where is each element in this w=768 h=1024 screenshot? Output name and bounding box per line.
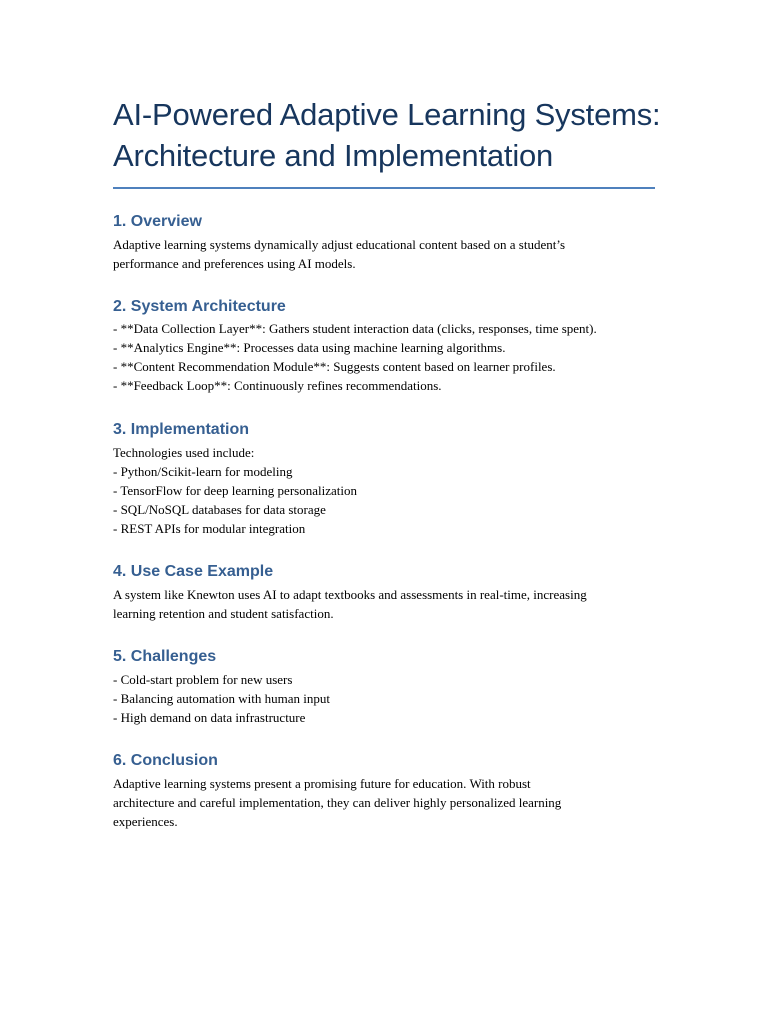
list-item: - **Data Collection Layer**: Gathers student interaction data (clicks, responses, time spent). [113,321,597,336]
section-implementation [113,420,657,538]
section-body-challenges [113,670,657,727]
body-line: learning retention and student satisfaction. [113,606,334,621]
body-line: architecture and careful implementation, they can deliver highly personalized learning [113,795,562,810]
section-heading-challenges: 5. Challenges [113,648,217,665]
body-line: experiences. [113,814,178,829]
section-system-architecture [113,297,657,395]
section-heading-conclusion: 6. Conclusion [113,752,218,769]
section-heading-overview: 1. Overview [113,213,202,230]
section-conclusion [113,751,657,831]
section-body-implementation [113,443,657,538]
section-challenges [113,647,657,727]
list-item: - **Content Recommendation Module**: Suggests content based on learner profiles. [113,359,556,374]
section-body-conclusion [113,774,657,831]
section-body-use-case-example [113,585,657,623]
body-line: Adaptive learning systems present a promising future for education. With robust [113,776,531,791]
list-item: - TensorFlow for deep learning personalization [113,483,357,498]
list-item: - **Analytics Engine**: Processes data using machine learning algorithms. [113,340,506,355]
list-item: - Balancing automation with human input [113,691,330,706]
document-page [113,94,661,831]
section-overview [113,212,657,273]
list-item: - SQL/NoSQL databases for data storage [113,502,326,517]
list-item: - **Feedback Loop**: Continuously refines recommendations. [113,378,442,393]
document-title-line-1: AI-Powered Adaptive Learning Systems: [113,97,661,132]
list-item: - Python/Scikit-learn for modeling [113,464,293,479]
list-item: - Cold-start problem for new users [113,672,293,687]
section-body-system-architecture [113,319,657,395]
title-underline-rule [113,187,655,189]
document-title [113,94,661,176]
section-heading-system-architecture: 2. System Architecture [113,298,286,315]
list-item: - High demand on data infrastructure [113,710,306,725]
body-line: Adaptive learning systems dynamically adjust educational content based on a student’s [113,237,565,252]
section-heading-implementation: 3. Implementation [113,421,250,438]
section-body-overview [113,235,657,273]
body-line: performance and preferences using AI models. [113,256,356,271]
section-heading-use-case-example: 4. Use Case Example [113,563,274,580]
body-line: A system like Knewton uses AI to adapt textbooks and assessments in real-time, increasing [113,587,587,602]
document-title-line-2: Architecture and Implementation [113,138,554,173]
list-item: - REST APIs for modular integration [113,521,306,536]
section-use-case-example [113,562,657,623]
body-line: Technologies used include: [113,445,255,460]
